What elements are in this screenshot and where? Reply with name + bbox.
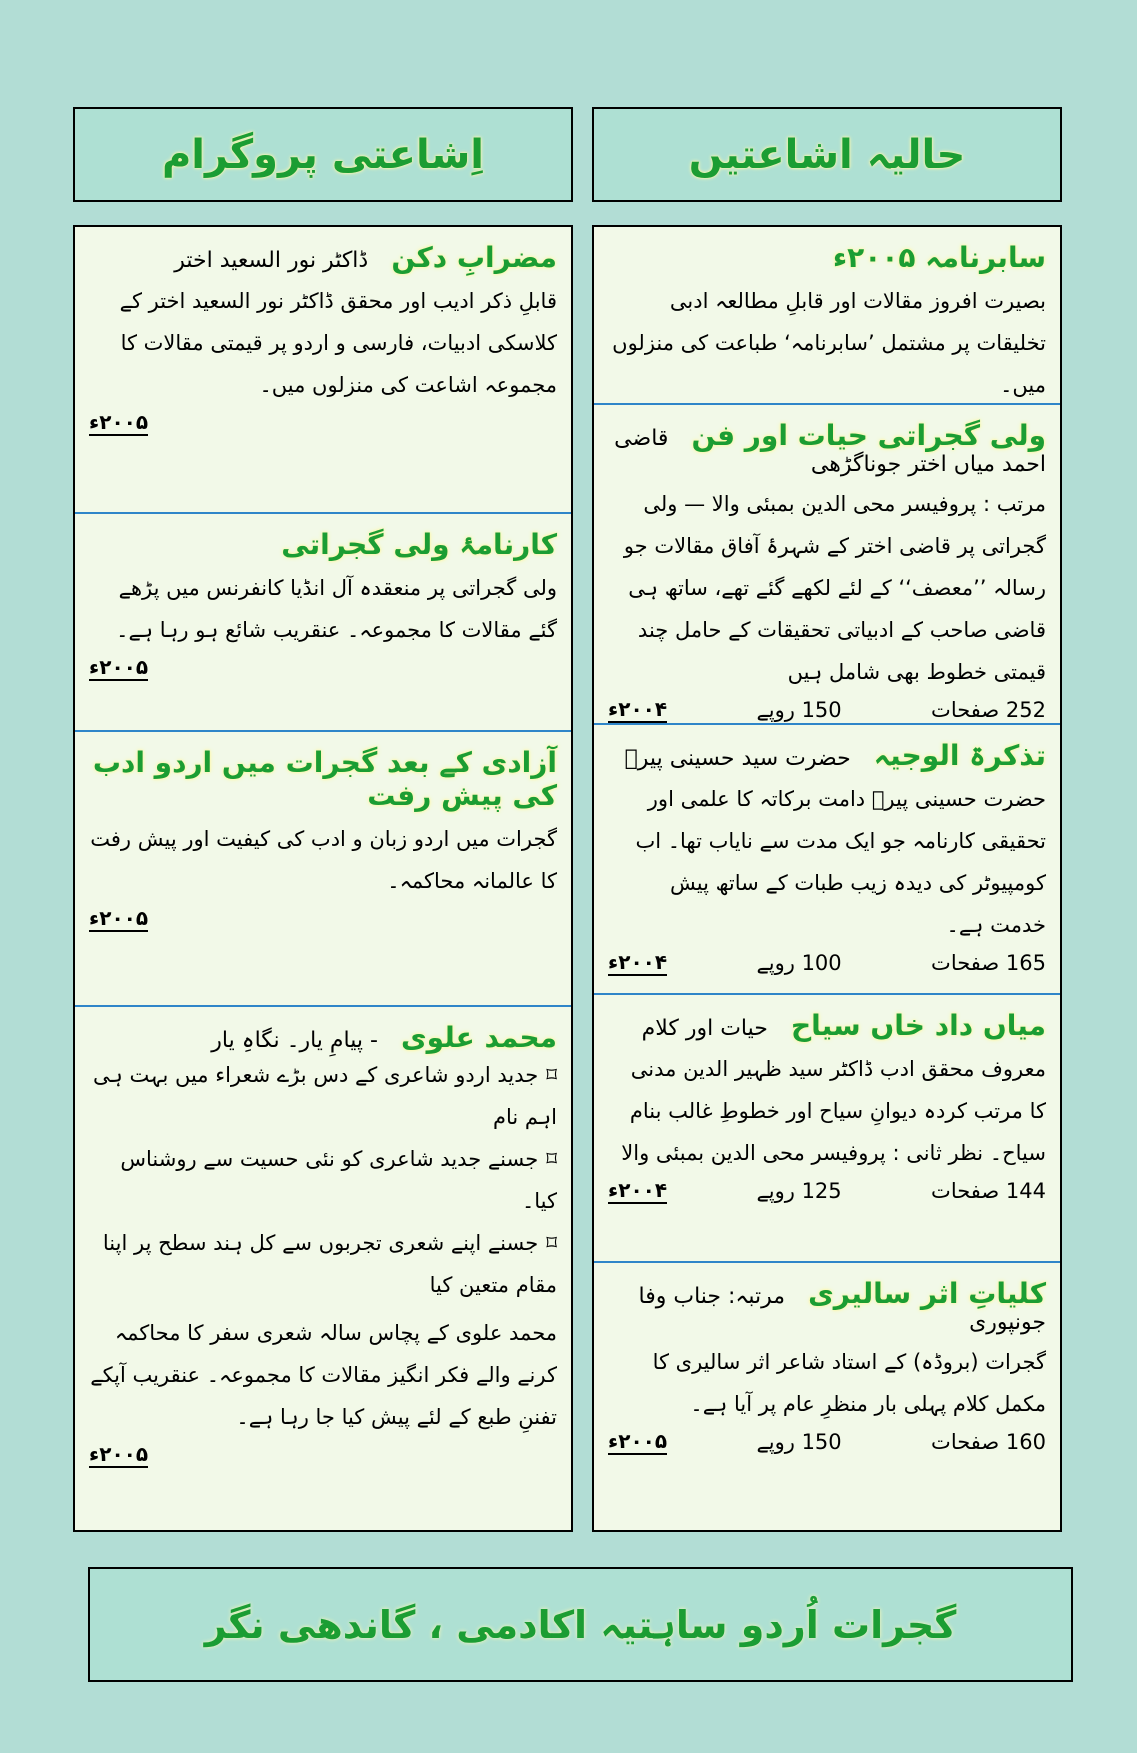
program-subtitle: - پیامِ یار۔ نگاہِ یار	[211, 1028, 378, 1053]
bullet-marker-icon: ⌑	[546, 1147, 557, 1171]
program-description: محمد علوی کے پچاس سالہ شعری سفر کا محاکمہ کرنے والے فکر انگیز مقالات کا مجموعہ۔ عنقریب آپکے تفننِ طبع کے لئے پیش کیا جا رہا ہے۔	[90, 1321, 557, 1429]
program-title: کارنامۂ ولی گجراتی	[281, 528, 557, 561]
recent-publications-title-text: حالیہ اشاعتیں	[688, 131, 966, 178]
program-bullet-text: جسنے جدید شاعری کو نئی حسیت سے روشناس کیا۔	[120, 1147, 557, 1213]
publication-author: حضرت سید حسینی پیرؒ	[624, 746, 851, 771]
publication-price: 150 روپے	[756, 698, 842, 722]
program-title: آزادی کے بعد گجرات میں اردو ادب کی پیش رفت	[92, 746, 557, 812]
program-title: محمد علوی	[401, 1021, 557, 1054]
publication-description: بصیرت افروز مقالات اور قابلِ مطالعہ ادبی تخلیقات پر مشتمل ’سابرنامہ‘ طباعت کی منزلوں میں۔	[612, 289, 1046, 397]
program-meta	[89, 410, 557, 436]
publication-program-title	[73, 107, 573, 202]
publication-pages: 144 صفحات	[931, 1179, 1046, 1203]
program-year: ۲۰۰۵ء	[89, 906, 149, 930]
publication-year: ۲۰۰۴ء	[608, 950, 668, 974]
publisher-footer	[88, 1567, 1073, 1682]
recent-publications-title	[592, 107, 1062, 202]
program-bullet-text: جدید اردو شاعری کے دس بڑے شعراء میں بہت ہی اہم نام	[93, 1063, 557, 1129]
publication-program-title-text: اِشاعتی پروگرام	[161, 131, 485, 178]
program-bullet-text: جسنے اپنے شعری تجربوں سے کل ہند سطح پر اپنا مقام متعین کیا	[102, 1231, 557, 1297]
publication-author: قاضی احمد میاں اختر جوناگڑھی	[614, 426, 1046, 477]
program-year: ۲۰۰۵ء	[89, 410, 149, 434]
program-description: ولی گجراتی پر منعقدہ آل انڈیا کانفرنس میں پڑھے گئے مقالات کا مجموعہ۔ عنقریب شائع ہو رہا ہے۔	[116, 576, 557, 642]
publication-pages: 160 صفحات	[931, 1430, 1046, 1454]
publication-pages: 252 صفحات	[931, 698, 1046, 722]
publication-title: سابرنامہ ۲۰۰۵ء	[832, 241, 1046, 274]
program-meta	[89, 1442, 557, 1468]
program-entry	[75, 732, 571, 1007]
program-meta	[89, 906, 557, 932]
publication-meta	[608, 1178, 1046, 1204]
publication-title: میاں داد خاں سیاح	[790, 1009, 1046, 1042]
publication-description: معروف محقق ادب ڈاکٹر سید ظہیر الدین مدنی کا مرتب کردہ دیوانِ سیاح اور خطوطِ غالب بنام سیاح۔ نظر ثانی : پروفیسر محی الدین بمبئی والا	[621, 1057, 1046, 1165]
publication-author: حیات اور کلام	[641, 1016, 768, 1041]
publication-entry	[594, 405, 1060, 725]
program-year: ۲۰۰۵ء	[89, 1442, 149, 1466]
publication-entry	[594, 227, 1060, 405]
bullet-marker-icon: ⌑	[546, 1231, 557, 1255]
publication-year: ۲۰۰۵ء	[608, 1429, 668, 1453]
program-bullet	[89, 1222, 557, 1306]
program-bullet	[89, 1054, 557, 1138]
publication-title: تذکرۃ الوجیہ	[873, 739, 1046, 772]
publication-year: ۲۰۰۴ء	[608, 1178, 668, 1202]
program-entry	[75, 1007, 571, 1527]
program-title: مضرابِ دکن	[391, 241, 557, 274]
publication-program-column	[73, 225, 573, 1532]
program-year: ۲۰۰۵ء	[89, 655, 149, 679]
publication-price: 125 روپے	[756, 1179, 842, 1203]
publication-meta	[608, 1429, 1046, 1455]
program-entry	[75, 514, 571, 732]
program-bullet	[89, 1138, 557, 1222]
publication-entry	[594, 1263, 1060, 1503]
publication-description: گجرات (بروڈہ) کے استاد شاعر اثر سالیری کا مکمل کلام پہلی بار منظرِ عام پر آیا ہے۔	[652, 1350, 1046, 1416]
publication-entry	[594, 725, 1060, 995]
publication-meta	[608, 697, 1046, 723]
recent-publications-column	[592, 225, 1062, 1532]
publication-pages: 165 صفحات	[931, 951, 1046, 975]
publication-meta	[608, 950, 1046, 976]
publisher-name: گجرات اُردو ساہتیہ اکادمی ، گاندھی نگر	[204, 1602, 957, 1647]
publication-description: حضرت حسینی پیرؒ دامت برکاتہ کا علمی اور تحقیقی کارنامہ جو ایک مدت سے نایاب تھا۔ اب کومپیوٹر کی دیدہ زیب طبات کے ساتھ پیش خدمت ہے۔	[635, 787, 1046, 937]
publication-price: 100 روپے	[756, 951, 842, 975]
publication-description: مرتب : پروفیسر محی الدین بمبئی والا — ولی گجراتی پر قاضی اختر کے شہرۂ آفاق مقالات جو رسالہ ’’معصف‘‘ کے لئے لکھے گئے تھے، ساتھ ہی قاضی صاحب کے ادبیاتی تحقیقات کے حامل چند قیمتی خطوط بھی شامل ہیں	[623, 492, 1046, 684]
publication-entry	[594, 995, 1060, 1263]
publication-title: ولی گجراتی حیات اور فن	[691, 419, 1046, 452]
program-meta	[89, 655, 557, 681]
program-description: گجرات میں اردو زبان و ادب کی کیفیت اور پیش رفت کا عالمانہ محاکمہ۔	[90, 827, 557, 893]
program-description: قابلِ ذکر ادیب اور محقق ڈاکٹر نور السعید اختر کے کلاسکی ادبیات، فارسی و اردو پر قیمتی مقالات کا مجموعہ اشاعت کی منزلوں میں۔	[119, 289, 557, 397]
publication-price: 150 روپے	[756, 1430, 842, 1454]
publication-title: کلیاتِ اثر سالیری	[808, 1277, 1046, 1310]
program-author: ڈاکٹر نور السعید اختر	[174, 248, 369, 273]
publication-author: مرتبہ: جناب وفا جونپوری	[638, 1284, 1046, 1335]
bullet-marker-icon: ⌑	[546, 1063, 557, 1087]
publication-year: ۲۰۰۴ء	[608, 697, 668, 721]
program-entry	[75, 227, 571, 514]
